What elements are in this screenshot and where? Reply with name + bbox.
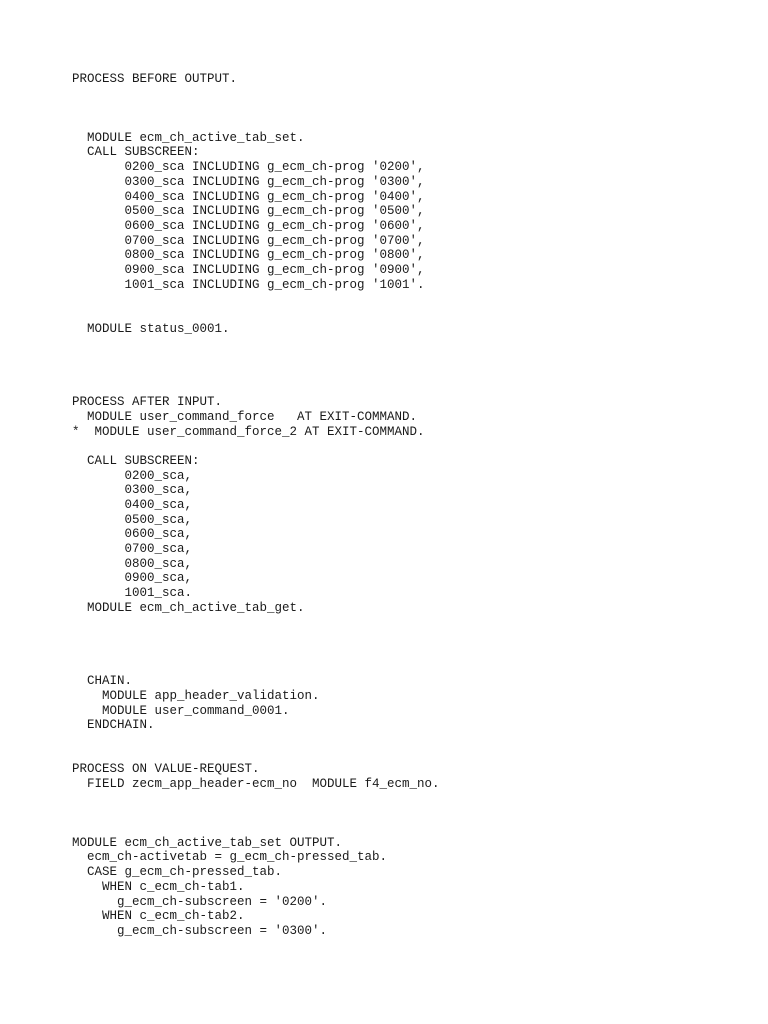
code-line: 0200_sca INCLUDING g_ecm_ch-prog '0200', <box>72 160 425 175</box>
code-line: PROCESS AFTER INPUT. <box>72 395 223 410</box>
code-line: WHEN c_ecm_ch-tab2. <box>72 909 245 924</box>
code-line: MODULE user_command_force AT EXIT-COMMAND. <box>72 409 418 424</box>
code-line: 0600_sca INCLUDING g_ecm_ch-prog '0600', <box>72 218 425 233</box>
code-line <box>72 101 440 116</box>
code-line: MODULE user_command_0001. <box>72 703 290 718</box>
code-line <box>72 380 440 395</box>
code-line <box>72 336 440 351</box>
code-line: MODULE app_header_validation. <box>72 688 320 703</box>
code-line: 0500_sca, <box>72 512 193 527</box>
code-line <box>72 806 440 821</box>
code-line: MODULE ecm_ch_active_tab_set. <box>72 130 305 145</box>
code-line: 0600_sca, <box>72 527 193 542</box>
code-line <box>72 660 440 675</box>
code-line: 0800_sca, <box>72 556 193 571</box>
code-line: CALL SUBSCREEN: <box>72 145 200 160</box>
code-line: * MODULE user_command_force_2 AT EXIT-COMMAND. <box>72 424 425 439</box>
code-line: 0900_sca INCLUDING g_ecm_ch-prog '0900', <box>72 262 425 277</box>
code-line: ecm_ch-activetab = g_ecm_ch-pressed_tab. <box>72 850 388 865</box>
code-line <box>72 748 440 763</box>
code-line: 0700_sca, <box>72 542 193 556</box>
code-line <box>72 630 440 645</box>
code-line <box>72 792 440 807</box>
code-line <box>72 292 440 307</box>
code-line <box>72 366 440 381</box>
code-line: CASE g_ecm_ch-pressed_tab. <box>72 865 283 880</box>
code-line: 0500_sca INCLUDING g_ecm_ch-prog '0500', <box>72 204 425 219</box>
code-line: 0800_sca INCLUDING g_ecm_ch-prog '0800', <box>72 248 425 263</box>
code-line: 0400_sca INCLUDING g_ecm_ch-prog '0400', <box>72 189 425 204</box>
code-line: 0400_sca, <box>72 497 193 512</box>
code-line: MODULE ecm_ch_active_tab_set OUTPUT. <box>72 835 343 850</box>
code-line: PROCESS BEFORE OUTPUT. <box>72 72 238 86</box>
code-line: 0900_sca, <box>72 571 193 586</box>
code-line <box>72 733 440 748</box>
code-line: MODULE ecm_ch_active_tab_get. <box>72 600 305 615</box>
code-line <box>72 439 440 454</box>
code-line: CHAIN. <box>72 674 133 689</box>
code-line <box>72 821 440 836</box>
code-line: FIELD zecm_app_header-ecm_no MODULE f4_ecm_no. <box>72 777 440 791</box>
code-line: 0700_sca INCLUDING g_ecm_ch-prog '0700', <box>72 233 425 248</box>
code-line: 0200_sca, <box>72 468 193 483</box>
code-line: MODULE status_0001. <box>72 321 230 336</box>
code-line <box>72 645 440 660</box>
code-line: 1001_sca INCLUDING g_ecm_ch-prog '1001'. <box>72 277 425 292</box>
code-line <box>72 615 440 630</box>
code-line: PROCESS ON VALUE-REQUEST. <box>72 762 260 777</box>
code-listing <box>72 72 440 939</box>
code-line: ENDCHAIN. <box>72 718 155 733</box>
code-line: g_ecm_ch-subscreen = '0200'. <box>72 894 328 909</box>
code-line <box>72 351 440 366</box>
code-line <box>72 307 440 322</box>
code-line: CALL SUBSCREEN: <box>72 453 200 468</box>
code-line: 0300_sca INCLUDING g_ecm_ch-prog '0300', <box>72 174 425 189</box>
code-line: 1001_sca. <box>72 586 193 601</box>
code-line <box>72 116 440 131</box>
code-line <box>72 87 440 102</box>
code-line: g_ecm_ch-subscreen = '0300'. <box>72 923 328 938</box>
code-line: WHEN c_ecm_ch-tab1. <box>72 879 245 894</box>
code-line: 0300_sca, <box>72 483 193 498</box>
